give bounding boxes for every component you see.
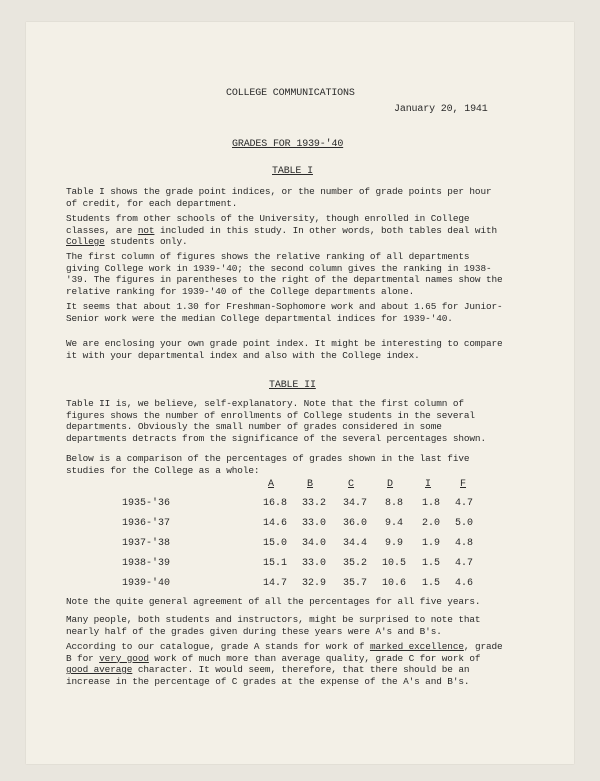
table-row: 1935-'36 16.8 33.2 34.7 8.8 1.8 4.7 xyxy=(122,498,474,509)
table-row: 1937-'38 15.0 34.0 34.4 9.9 1.9 4.8 xyxy=(122,538,474,549)
document-title: COLLEGE COMMUNICATIONS xyxy=(226,88,355,99)
table-ii-paragraph-1: Table II is, we believe, self-explanatory. Note that the first column of figures shows the number of enrollments of College students in the several departments. Obviously the small number of grades considered in some departments detracts from the significance of the several percentages shown. xyxy=(66,398,486,444)
column-header-b: B xyxy=(307,479,314,490)
document-subtitle: GRADES FOR 1939-'40 xyxy=(232,139,344,150)
closing-paragraph-2: Many people, both students and instructors, might be surprised to note that nearly half of the grades given during these years were A's and B's. xyxy=(66,614,481,637)
closing-paragraph-1: Note the quite general agreement of all the percentages for all five years. xyxy=(66,596,481,607)
table-i-paragraph-3: The first column of figures shows the relative ranking of all departments giving College work in 1939-'40; the second column gives the ranking in 1938-'39. The figures in parentheses to the right of the departmental names show the relative ranking for 1939-'40 of the College departments alone. xyxy=(66,251,503,297)
table-i-paragraph-1: Table I shows the grade point indices, or the number of grade points per hour of credit, for each department. xyxy=(66,186,492,209)
column-header-d: D xyxy=(387,479,394,490)
table-ii-paragraph-2: Below is a comparison of the percentages of grades shown in the last five studies for the College as a whole: xyxy=(66,453,470,476)
column-header-a: A xyxy=(268,479,275,490)
emphasis-very-good: very good xyxy=(99,652,149,664)
column-header-f: F xyxy=(460,479,467,490)
emphasis-good-average: good average xyxy=(66,664,133,675)
emphasis-college: College xyxy=(66,236,105,247)
closing-paragraph-3: According to our catalogue, grade A stands for work of marked excellence, grade B for very good work of much more than average quality, grade C for work of good average character. It would seem, therefore, that there should be an increase in the percentage of C grades at the expense of the A's and B's. xyxy=(66,641,503,687)
table-row: 1938-'39 15.1 33.0 35.2 10.5 1.5 4.7 xyxy=(122,558,474,569)
document-date: January 20, 1941 xyxy=(394,104,488,115)
column-header-i: I xyxy=(425,479,432,490)
table-i-heading: TABLE I xyxy=(272,166,313,177)
emphasis-marked-excellence: marked excellence xyxy=(369,641,464,652)
table-ii-heading: TABLE II xyxy=(269,380,316,391)
table-i-paragraph-4: It seems that about 1.30 for Freshman-Sophomore work and about 1.65 for Junior-Senior work were the median College departmental indices for 1939-'40. xyxy=(66,301,503,324)
table-row: 1936-'37 14.6 33.0 36.0 9.4 2.0 5.0 xyxy=(122,518,474,529)
table-i-paragraph-5: We are enclosing your own grade point index. It might be interesting to compare it with your departmental index and also with the College index. xyxy=(66,338,503,361)
table-i-paragraph-2: Students from other schools of the University, though enrolled in College classes, are not included in this study. In other words, both tables deal with College students only. xyxy=(66,213,498,247)
emphasis-not: not xyxy=(137,224,155,236)
table-row: 1939-'40 14.7 32.9 35.7 10.6 1.5 4.6 xyxy=(122,578,474,589)
column-header-c: C xyxy=(348,479,355,490)
